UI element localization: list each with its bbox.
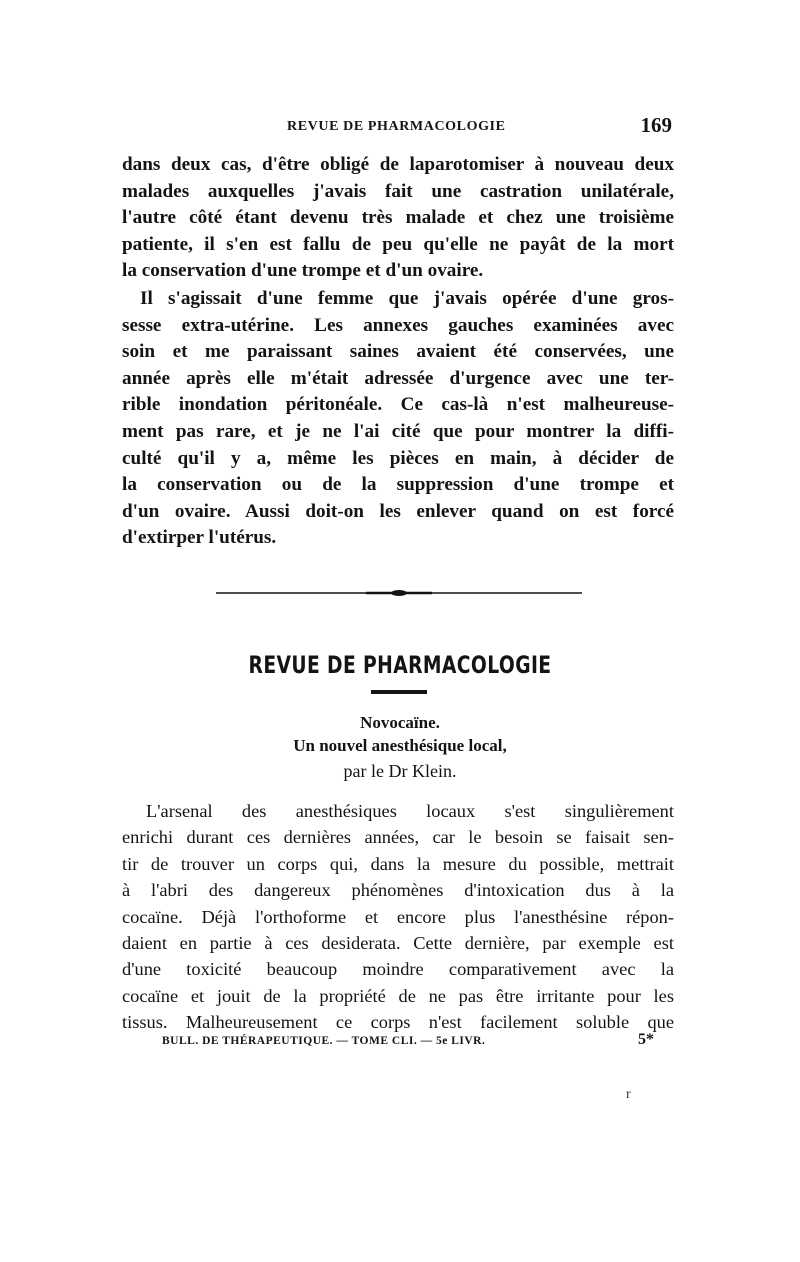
page-number: 169 [640, 113, 672, 137]
ornamental-rule [216, 589, 582, 597]
text-line: enrichi durant ces dernières années, car le besoin se faisait sen- [122, 827, 674, 848]
text-line: à l'abri des dangereux phénomènes d'intoxication dus à la [122, 880, 674, 901]
stray-mark: r [626, 1087, 631, 1102]
text-line: d'une toxicité beaucoup moindre comparativement avec la [122, 959, 674, 980]
text-line: soin et me paraissant saines avaient été conservées, une [122, 341, 674, 363]
footer-citation: BULL. DE THÉRAPEUTIQUE. — TOME CLI. — 5e LIVR. [162, 1035, 486, 1047]
text-line: malades auxquelles j'avais fait une castration unilatérale, [122, 180, 674, 202]
text-line: d'un ovaire. Aussi doit-on les enlever quand on est forcé [122, 500, 674, 522]
running-head [122, 113, 672, 141]
article-title: Novocaïne. [360, 713, 440, 732]
text-line: l'autre côté étant devenu très malade et chez une troisième [122, 207, 674, 229]
text-line: la conservation ou de la suppression d'une trompe et [122, 474, 674, 496]
paragraph-3 [122, 798, 674, 1036]
text-line: dans deux cas, d'être obligé de laparotomiser à nouveau deux [122, 154, 674, 175]
text-line: patiente, il s'en est fallu de peu qu'elle ne payât de la mort [122, 233, 674, 255]
signature-mark: 5* [638, 1031, 654, 1048]
text-line: année après elle m'était adressée d'urgence avec une ter- [122, 367, 674, 389]
section-title: REVUE DE PHARMACOLOGIE [248, 651, 552, 679]
text-line: cocaïne et jouit de la propriété de ne pas être irritante pour les [122, 985, 674, 1006]
text-line: ment pas rare, et je ne l'ai cité que pour montrer la diffi- [122, 420, 674, 442]
text-line: cocaïne. Déjà l'orthoforme et encore plus l'anesthésine répon- [122, 906, 674, 927]
text-line: rible inondation péritonéale. Ce cas-là n'est malheureuse- [122, 394, 674, 416]
paragraph-1 [122, 152, 674, 285]
text-line: L'arsenal des anesthésiques locaux s'est singulièrement [146, 801, 674, 821]
text-line: la conservation d'une trompe et d'un ovaire. [122, 260, 484, 282]
author-byline: par le Dr Klein. [343, 761, 457, 781]
text-line: d'extirper l'utérus. [122, 527, 277, 549]
article-subtitle: Un nouvel anesthésique local, [293, 736, 507, 755]
text-line: tissus. Malheureusement ce corps n'est facilement soluble que [122, 1012, 674, 1033]
text-line: daient en partie à ces desiderata. Cette dernière, par exemple est [122, 933, 674, 954]
text-line: tir de trouver un corps qui, dans la mesure du possible, mettrait [122, 853, 674, 874]
title-underline [371, 690, 427, 694]
page-footer [162, 1031, 654, 1053]
paragraph-2 [122, 286, 674, 552]
text-line: Il s'agissait d'une femme que j'avais opérée d'une gros- [140, 288, 674, 309]
running-head-title: REVUE DE PHARMACOLOGIE [287, 119, 506, 134]
text-line: culté qu'il y a, même les pièces en main, à décider de [122, 447, 674, 469]
text-line: sesse extra-utérine. Les annexes gauches examinées avec [122, 314, 674, 336]
